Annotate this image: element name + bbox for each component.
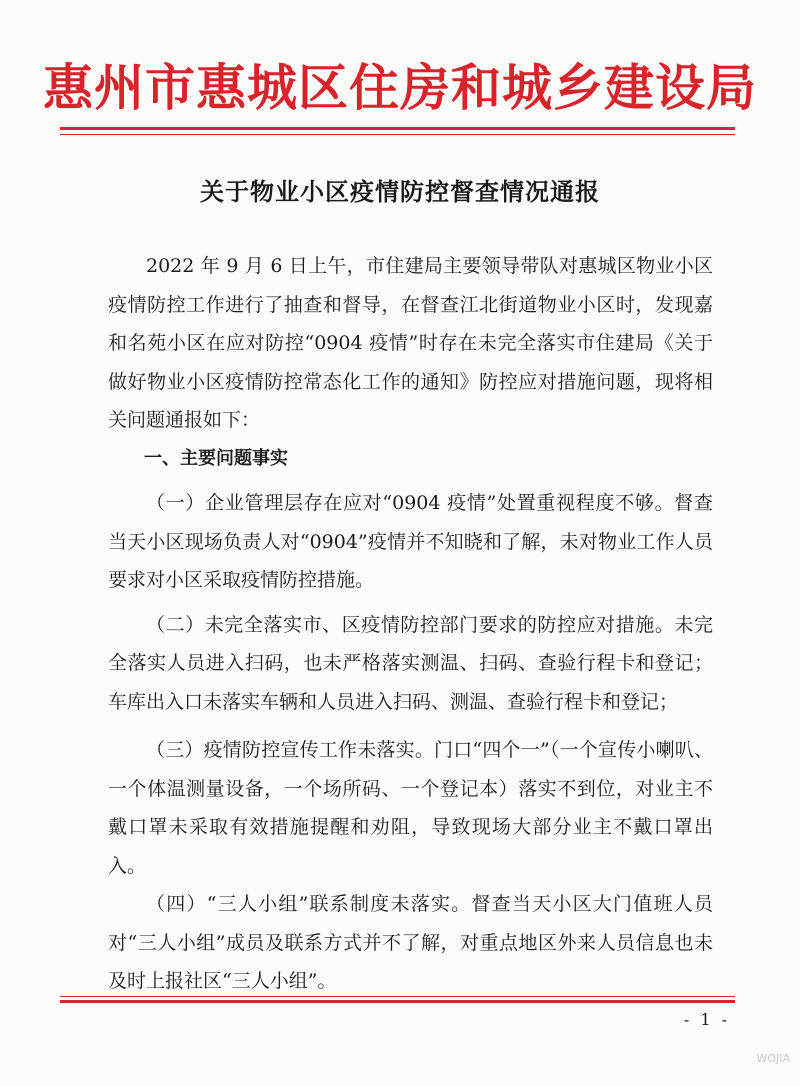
watermark: WOJIA	[756, 1052, 790, 1065]
document-body	[108, 247, 713, 1001]
issue-item-4: （四）“三人小组”联系制度未落实。督查当天小区大门值班人员对“三人小组”成员及联系方式并不了解，对重点地区外来人员信息也未及时上报社区“三人小组”。	[108, 893, 713, 992]
issue-item-1: （一）企业管理层存在应对“0904 疫情”处置重视程度不够。督查当天小区现场负责人对“0904”疫情并不知晓和了解，未对物业工作人员要求对小区采取疫情防控措施。	[108, 492, 713, 591]
document-title: 关于物业小区疫情防控督查情况通报	[200, 178, 600, 206]
letterhead-red-line-thick	[60, 127, 735, 130]
issue-item-2: （二）未完全落实市、区疫情防控部门要求的防控应对措施。未完全落实人员进入扫码，也未严格落实测温、扫码、查验行程卡和登记；车库出入口未落实车辆和人员进入扫码、测温、查验行程卡和登记；	[108, 613, 713, 713]
issue-item-3: （三）疫情防控宣传工作未落实。门口“四个一”（一个宣传小喇叭、一个体温测量设备，一个场所码、一个登记本）落实不到位，对业主不戴口罩未采取有效措施提醒和劝阻，导致现场大部分业主不戴口罩出入。	[108, 739, 713, 877]
section-heading-main-issues: 一、主要问题事实	[144, 447, 288, 469]
page-number: - 1 -	[683, 1010, 730, 1029]
footer-red-line-thin	[60, 996, 735, 997]
footer-red-line-thick	[60, 1000, 735, 1003]
intro-paragraph: 2022 年 9 月 6 日上午，市住建局主要领导带队对惠城区物业小区疫情防控工作进行了抽查和督导，在督查江北街道物业小区时，发现嘉和名苑小区在应对防控“0904 疫情”时存在未完全落实市住建局《关于做好物业小区疫情防控常态化工作的通知》防控应对措施问题，现将相关问题通报如下：	[108, 255, 713, 431]
letterhead-red-line-thin	[60, 134, 735, 135]
organization-letterhead: 惠州市惠城区住房和城乡建设局	[43, 59, 757, 117]
